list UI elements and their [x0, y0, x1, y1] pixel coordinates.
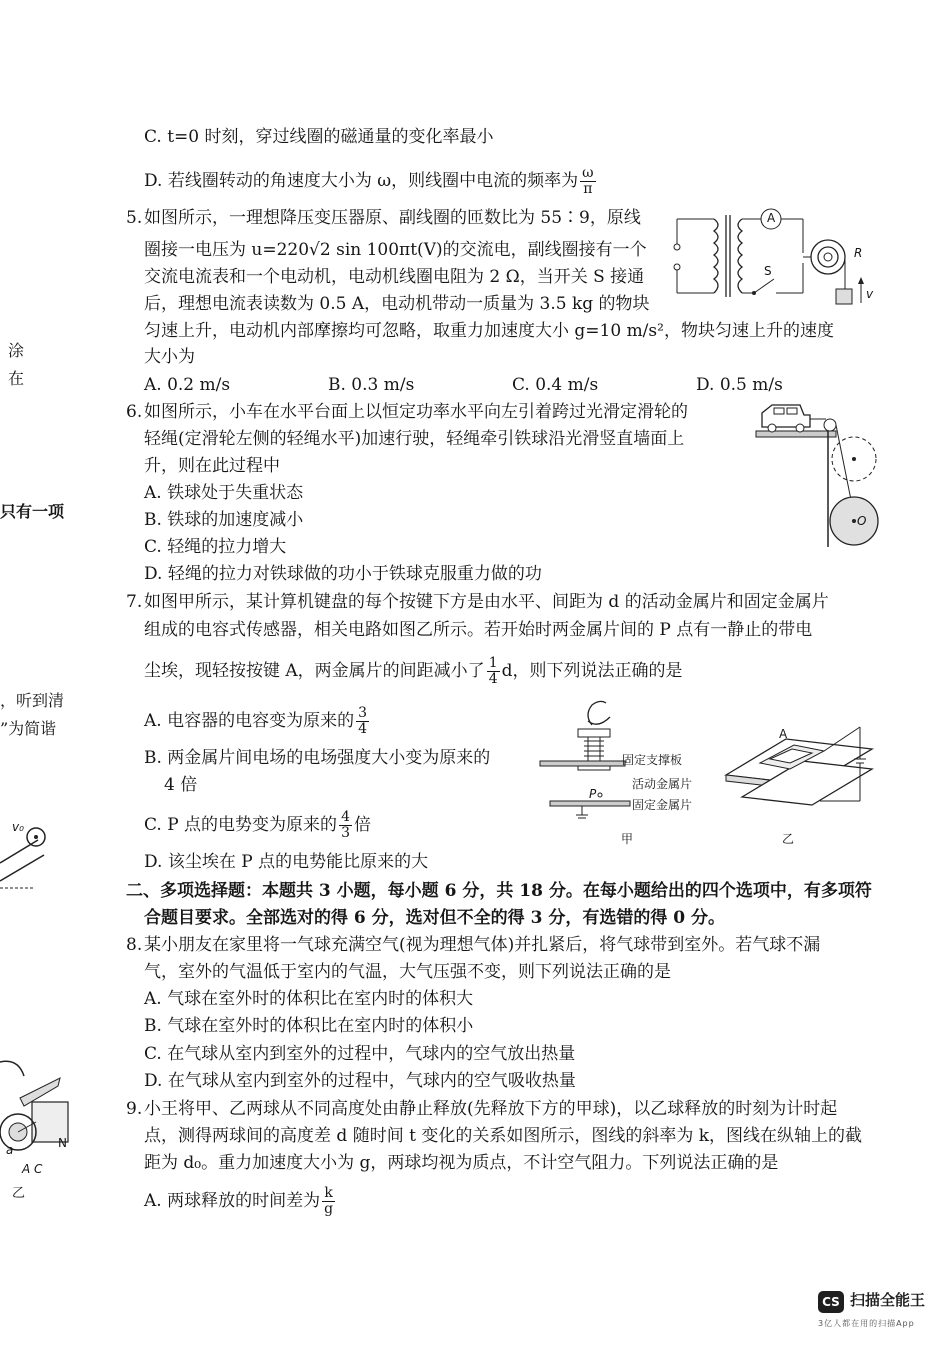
velocity-label: v — [866, 287, 874, 301]
q5-line-3: 交流电流表和一个电动机，电动机线圈电阻为 2 Ω，当开关 S 接通 — [144, 267, 645, 287]
q8-line-1: 某小朋友在家里将一气球充满空气(视为理想气体)并扎紧后，将气球带到室外。若气球不漏 — [144, 935, 821, 955]
q6-option-d: D. 轻绳的拉力对铁球做的功小于铁球克服重力做的功 — [144, 564, 542, 584]
section2-line-1: 二、多项选择题：本题共 3 小题，每小题 6 分，共 18 分。在每小题给出的四个选项中，有多项符 — [126, 881, 872, 901]
q4-option-d: D. 若线圈转动的角速度大小为 ω，则线圈中电流的频率为 $\frac{\omega}{\pi}$ — [144, 165, 594, 197]
q5-option-a: A. 0.2 m/s — [144, 375, 231, 395]
q5-number: 5. — [126, 208, 143, 228]
q6-line-3: 升，则在此过程中 — [144, 456, 280, 476]
q6-pulley-figure — [756, 397, 881, 552]
q5-line-1: 如图所示，一理想降压变压器原、副线圈的匝数比为 55∶9，原线 — [144, 208, 641, 228]
q7-number: 7. — [126, 592, 143, 612]
moving-plate-label: 活动金属片 — [632, 777, 693, 791]
scanner-app-tagline: 3亿人都在用的扫描App — [818, 1319, 915, 1328]
q7-option-b-line1: B. 两金属片间电场的电场强度大小变为原来的 — [144, 748, 491, 768]
q5-line-2: 圈接一电压为 u=220√2 sin 100πt(V)的交流电，副线圈接有一个 — [144, 240, 647, 260]
v0-label: v₀ — [12, 820, 24, 834]
q8-number: 8. — [126, 935, 143, 955]
q5-line-4: 后，理想电流表读数为 0.5 A，电动机带动一质量为 3.5 kg 的物块 — [144, 294, 650, 314]
q7-line-2: 组成的电容式传感器，相关电路如图乙所示。若开始时两金属片间的 P 点有一静止的带电 — [144, 620, 813, 640]
magnet-n-label: N — [58, 1136, 67, 1150]
left-edge-figure-belt — [0, 815, 60, 895]
margin-text-3: 只有一项 — [0, 502, 65, 521]
margin-text-4: ，听到清 — [0, 691, 65, 710]
q7-option-a: A. 电容器的电容变为原来的 $\frac{3}{4}$ — [144, 705, 368, 737]
q5-option-d: D. 0.5 m/s — [696, 375, 783, 395]
q8-line-2: 气，室外的气温低于室内的气温，大气压强不变，则下列说法正确的是 — [144, 962, 671, 982]
q4-option-c: C. t=0 时刻，穿过线圈的磁通量的变化率最小 — [144, 127, 494, 147]
scanner-logo-icon: CS — [818, 1291, 844, 1313]
q7-option-d: D. 该尘埃在 P 点的电势能比原来的大 — [144, 852, 429, 872]
magnet-caption: 乙 — [12, 1186, 26, 1201]
q6-line-1: 如图所示，小车在水平台面上以恒定功率水平向左引着跨过光滑定滑轮的 — [144, 402, 688, 422]
switch-label: S — [764, 264, 772, 278]
q8-option-a: A. 气球在室外时的体积比在室内时的体积大 — [144, 989, 474, 1009]
q9-line-2: 点，测得两球间的高度差 d 随时间 t 变化的关系如图所示，图线的斜率为 k，图线在纵轴上的截 — [144, 1126, 863, 1146]
support-plate-label: 固定支撑板 — [622, 753, 683, 767]
q6-number: 6. — [126, 402, 143, 422]
ball-center-label: O — [857, 514, 867, 528]
q5-line-6: 大小为 — [144, 347, 195, 367]
margin-text-2: 在 — [8, 369, 25, 388]
q6-option-a: A. 铁球处于失重状态 — [144, 483, 304, 503]
q5-option-c: C. 0.4 m/s — [512, 375, 599, 395]
key-a-label: A — [779, 727, 788, 741]
fixed-plate-label: 固定金属片 — [632, 798, 693, 812]
q8-option-c: C. 在气球从室内到室外的过程中，气球内的空气放出热量 — [144, 1044, 576, 1064]
figure-yi-caption: 乙 — [782, 832, 795, 846]
q9-line-1: 小王将甲、乙两球从不同高度处由静止释放(先释放下方的甲球)，以乙球释放的时刻为计时起 — [144, 1099, 838, 1119]
figure-jia-caption: 甲 — [621, 832, 634, 846]
q6-line-2: 轻绳(定滑轮左侧的轻绳水平)加速行驶，轻绳牵引铁球沿光滑竖直墙面上 — [144, 429, 685, 449]
margin-text-1: 涂 — [8, 341, 25, 360]
q7-option-b-line2: 4 倍 — [164, 775, 198, 795]
q6-option-c: C. 轻绳的拉力增大 — [144, 537, 287, 557]
scanner-app-name: 扫描全能王 — [850, 1291, 926, 1309]
ammeter-label: A — [767, 211, 776, 225]
q8-option-d: D. 在气球从室内到室外的过程中，气球内的空气吸收热量 — [144, 1071, 576, 1091]
q6-option-b: B. 铁球的加速度减小 — [144, 510, 304, 530]
point-p-label: P — [589, 787, 597, 801]
q5-option-b: B. 0.3 m/s — [328, 375, 415, 395]
q9-line-3: 距为 d₀。重力加速度大小为 g，两球均视为质点，不计空气阻力。下列说法正确的是 — [144, 1153, 779, 1173]
q7-key-figure — [540, 697, 635, 822]
magnet-a-label: a — [6, 1143, 14, 1157]
q8-option-b: B. 气球在室外时的体积比在室内时的体积小 — [144, 1016, 474, 1036]
margin-text-5: ”为简谐 — [0, 719, 57, 738]
q7-keyboard-figure — [720, 713, 880, 813]
q5-transformer-figure — [668, 205, 883, 310]
q5-line-5: 匀速上升，电动机内部摩擦均可忽略，取重力加速度大小 g=10 m/s²，物块匀速上升的速度 — [144, 321, 834, 341]
q7-line-3: 尘埃，现轻按按键 A，两金属片的间距减小了 $\frac{1}{4}$ d，则下列说法正确的是 — [144, 655, 683, 687]
q9-number: 9. — [126, 1099, 143, 1119]
q9-option-a: A. 两球释放的时间差为 $\frac{k}{g}$ — [144, 1185, 334, 1217]
section2-line-2: 合题目要求。全部选对的得 6 分，选对但不全的得 3 分，有选错的得 0 分。 — [144, 908, 725, 928]
q7-line-1: 如图甲所示，某计算机键盘的每个按键下方是由水平、间距为 d 的活动金属片和固定金属片 — [144, 592, 829, 612]
q7-option-c: C. P 点的电势变为原来的 $\frac{4}{3}$ 倍 — [144, 809, 371, 841]
magnet-ac-label: A C — [22, 1162, 43, 1176]
resistor-label: R — [854, 246, 863, 260]
